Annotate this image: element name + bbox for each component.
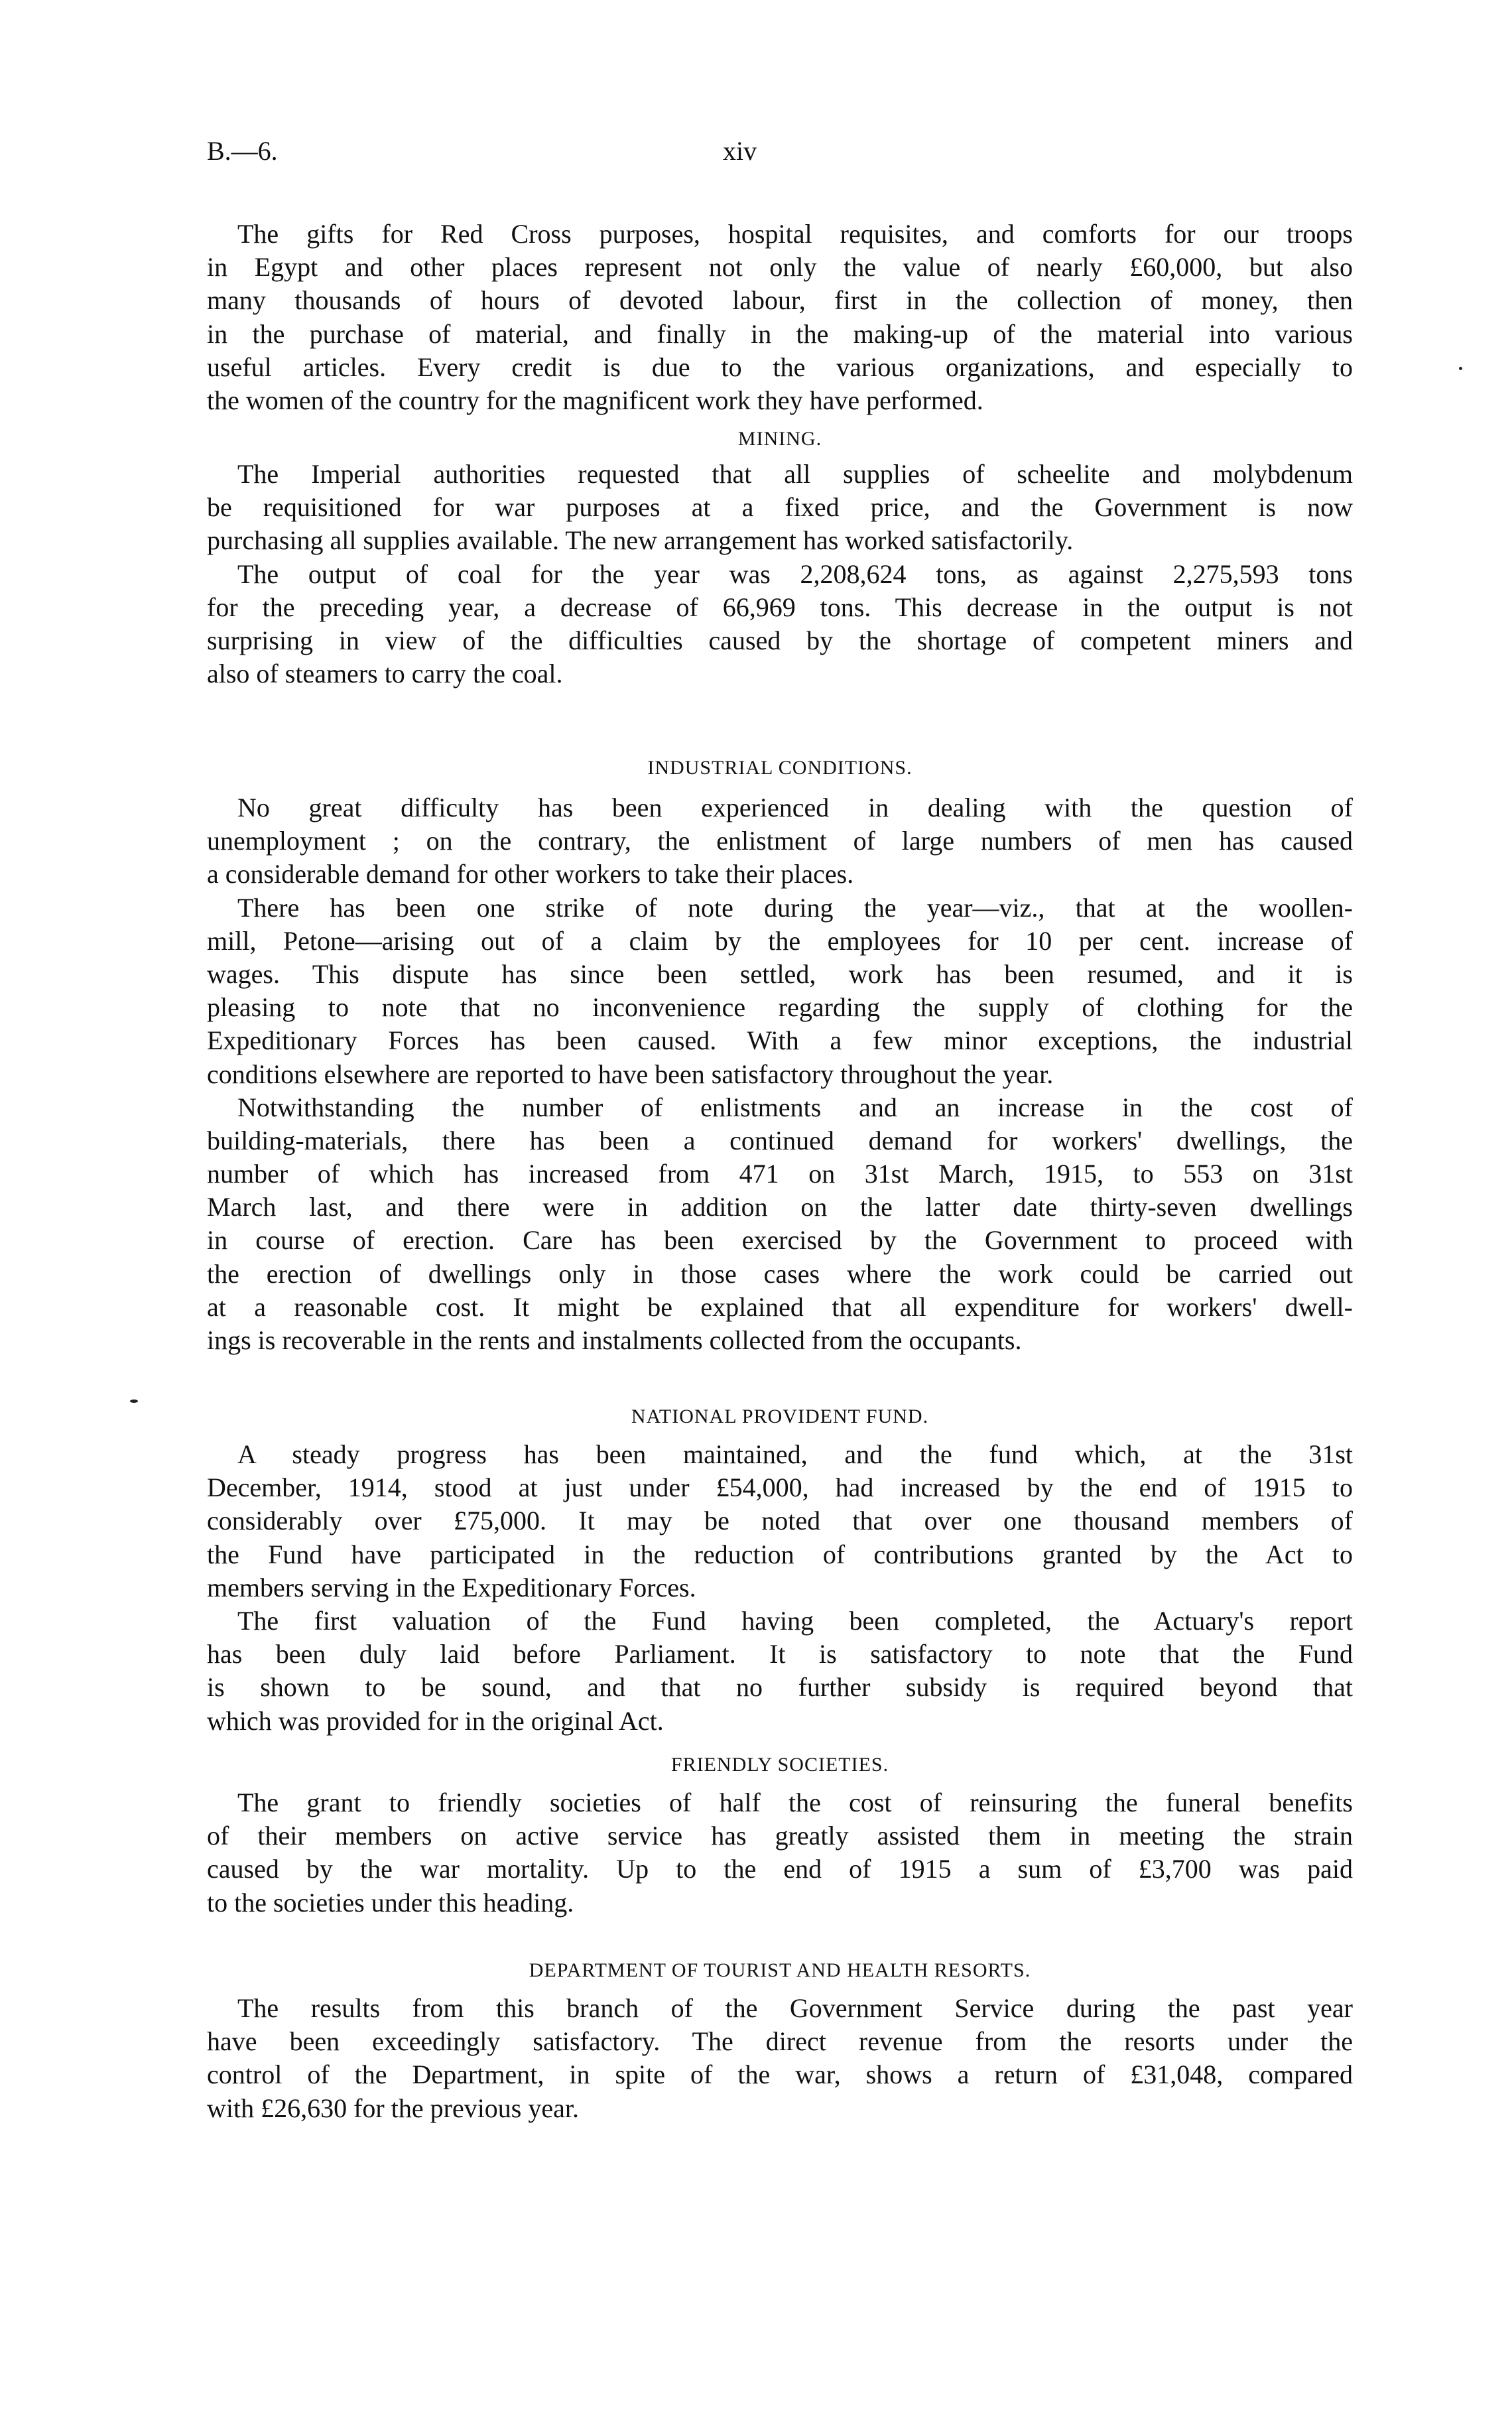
text-line: The grant to friendly societies of half the cost of reinsuring the funeral benefits [237,1788,1353,1817]
paragraph [207,791,1353,891]
text-line: A steady progress has been maintained, and the fund which, at the 31st [237,1439,1353,1469]
section-body [207,458,1353,690]
text-line: The first valuation of the Fund having been completed, the Actuary's report [237,1605,1353,1636]
document-code: B.—6. [207,136,278,166]
text-line: unemployment ; on the contrary, the enlistment of large numbers of men has caused [207,826,1353,856]
text-line: also of steamers to carry the coal. [207,659,563,689]
text-line: building-materials, there has been a continued demand for workers' dwellings, the [207,1125,1353,1155]
paragraph [207,458,1353,558]
text-line: The Imperial authorities requested that all supplies of scheelite and molybdenum [237,459,1353,489]
text-line: March last, and there were in addition on the latter date thirty-seven dwellings [207,1192,1353,1222]
section-heading: NATIONAL PROVIDENT FUND. [631,1405,929,1427]
paragraph [207,558,1353,691]
text-line: members serving in the Expeditionary Forces. [207,1572,696,1602]
text-line: of their members on active service has greatly assisted them in meeting the strain [207,1821,1353,1851]
section-heading: INDUSTRIAL CONDITIONS. [647,757,913,779]
paragraph [207,1992,1353,2125]
text-line: conditions elsewhere are reported to have been satisfactory throughout the year. [207,1059,1054,1089]
text-line: has been duly laid before Parliament. It is satisfactory to note that the Fund [207,1639,1353,1669]
section-heading: DEPARTMENT OF TOURIST AND HEALTH RESORTS. [529,1959,1031,1981]
text-line: number of which has increased from 471 on 31st March, 1915, to 553 on 31st [207,1159,1353,1189]
text-line: to the societies under this heading. [207,1887,574,1918]
text-line: with £26,630 for the previous year. [207,2093,579,2123]
text-line: The results from this branch of the Government Service during the past year [237,1993,1353,2023]
section-body [207,791,1353,1357]
text-line: in the purchase of material, and finally in the making-up of the material into various [207,318,1353,349]
text-line: a considerable demand for other workers to take their places. [207,859,854,889]
text-line: be requisitioned for war purposes at a fixed price, and the Government is now [207,492,1353,523]
section-heading: MINING. [737,428,822,450]
text-line: many thousands of hours of devoted labour, first in the collection of money, then [207,285,1353,316]
scan-speck [1459,367,1462,370]
scan-speck [130,1400,138,1403]
section-heading: FRIENDLY SOCIETIES. [670,1754,889,1776]
paragraph [207,1438,1353,1604]
text-line: the women of the country for the magnificent work they have performed. [207,385,983,415]
text-line: in course of erection. Care has been exercised by the Government to proceed with [207,1225,1353,1256]
paragraph [207,891,1353,1091]
text-line: the erection of dwellings only in those cases where the work could be carried out [207,1258,1353,1289]
text-line: Expeditionary Forces has been caused. With a few minor exceptions, the industrial [207,1025,1353,1056]
text-line: have been exceedingly satisfactory. The direct revenue from the resorts under the [207,2026,1353,2057]
text-line: surprising in view of the difficulties caused by the shortage of competent miners and [207,625,1353,655]
text-line: ings is recoverable in the rents and instalments collected from the occupants. [207,1325,1022,1355]
text-line: mill, Petone—arising out of a claim by the employees for 10 per cent. increase of [207,925,1353,956]
text-line: the Fund have participated in the reduction of contributions granted by the Act to [207,1539,1353,1569]
section-body [207,1786,1353,1920]
text-line: is shown to be sound, and that no further subsidy is required beyond that [207,1672,1353,1703]
paragraph [207,218,1353,417]
text-line: useful articles. Every credit is due to the various organizations, and especially to [207,352,1353,382]
text-line: caused by the war mortality. Up to the end of 1915 a sum of £3,700 was paid [207,1854,1353,1884]
text-line: in Egypt and other places represent not only the value of nearly £60,000, but also [207,252,1353,283]
text-line: at a reasonable cost. It might be explained that all expenditure for workers' dwell- [207,1291,1353,1322]
text-line: The output of coal for the year was 2,208,624 tons, as against 2,275,593 tons [237,558,1353,589]
paragraph [207,1091,1353,1358]
text-line: pleasing to note that no inconvenience regarding the supply of clothing for the [207,992,1353,1023]
paragraph [207,1786,1353,1920]
text-line: for the preceding year, a decrease of 66,969 tons. This decrease in the output is not [207,592,1353,622]
text-line: No great difficulty has been experienced in dealing with the question of [237,793,1353,822]
text-line: Notwithstanding the number of enlistments and an increase in the cost of [237,1092,1353,1122]
text-line: purchasing all supplies available. The new arrangement has worked satisfactorily. [207,525,1074,556]
text-line: The gifts for Red Cross purposes, hospital requisites, and comforts for our troops [237,219,1353,249]
text-line: wages. This dispute has since been settled, work has been resumed, and it is [207,958,1353,989]
text-line: December, 1914, stood at just under £54,000, had increased by the end of 1915 to [207,1472,1353,1503]
paragraph [207,1604,1353,1738]
section-body [207,218,1353,417]
text-line: considerably over £75,000. It may be noted that over one thousand members of [207,1506,1353,1536]
section-body [207,1992,1353,2125]
text-line: control of the Department, in spite of the war, shows a return of £31,048, compared [207,2059,1353,2090]
text-line: There has been one strike of note during the year—viz., that at the woollen- [237,892,1353,923]
section-body [207,1438,1353,1738]
page-number: xiv [723,136,757,166]
text-line: which was provided for in the original Act. [207,1705,664,1736]
